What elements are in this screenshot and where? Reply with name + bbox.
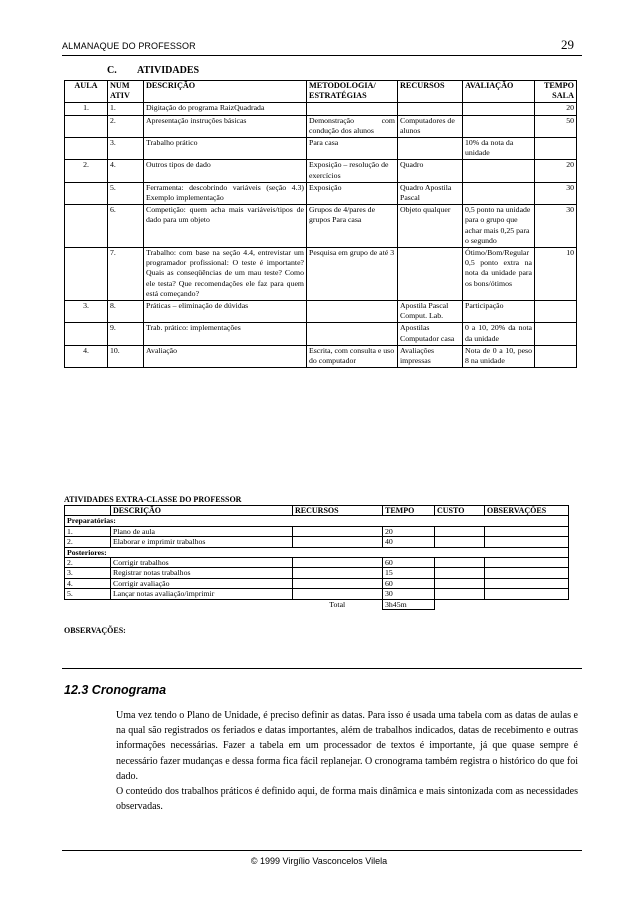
extra-col-header-custo: CUSTO [435,506,485,516]
cell-recursos: Quadro Apostila Pascal [398,182,463,204]
col-header-tempo: TEMPO SALA [535,81,577,103]
cell-recursos [293,537,383,547]
cell-descricao: Digitação do programa RaizQuadrada [144,103,307,115]
header-divider [62,55,582,56]
footer-copyright: © 1999 Virgílio Vasconcelos Vilela [250,856,388,866]
footer-divider [62,850,582,851]
cell-descricao: Registrar notas trabalhos [111,568,293,578]
cell-descricao: Trabalho prático [144,138,307,160]
cell-recursos [293,558,383,568]
cell-descricao: Elaborar e imprimir trabalhos [111,537,293,547]
extra-activities-title: ATIVIDADES EXTRA-CLASSE DO PROFESSOR [64,495,242,504]
cell-num: 5. [65,589,111,599]
table-row [65,301,577,323]
cell-recursos [398,103,463,115]
extra-col-header-observacoes: OBSERVAÇÕES [485,506,569,516]
cell-tempo: 30 [383,589,435,599]
cell-aula [65,138,108,160]
cell-num: 3. [108,138,144,160]
extra-header-spacer [65,506,111,516]
cell-descricao: Competição: quem acha mais variáveis/tipos de dado para um objeto [144,205,307,248]
cell-recursos: Avaliações impressas [398,345,463,367]
cell-tempo: 30 [535,182,577,204]
table-row [65,537,569,547]
cell-recursos [398,248,463,301]
cell-tempo: 10 [535,248,577,301]
table-row [65,526,569,536]
cell-aula [65,115,108,137]
table-row [65,138,577,160]
cell-observacoes [485,589,569,599]
paragraph: Uma vez tendo o Plano de Unidade, é preciso definir as datas. Para isso é usada uma tabela com as datas de aulas e na qual são registrados os feriados e datas importantes, além de trabalhos indicados, datas de recebimento e outras informações necessárias. Fazer a tabela em um processador de textos é importante, já que quase sempre é necessário fazer mudanças e dessa forma fica fácil replanejar. O cronograma também registra o histórico do que foi dado. [116,710,578,782]
cell-tempo: 20 [535,103,577,115]
col-header-avaliacao: AVALIAÇÃO [463,81,535,103]
cell-descricao: Ferramenta: descobrindo variáveis (seção 4.3) Exemplo implementação [144,182,307,204]
cell-recursos [293,578,383,588]
col-header-aula: AULA [65,81,108,103]
cell-recursos: Apostila Pascal Comput. Lab. [398,301,463,323]
cell-avaliacao [463,160,535,182]
total-value: 3h45m [383,599,435,609]
cell-num: 4. [108,160,144,182]
col-header-recursos: RECURSOS [398,81,463,103]
cell-tempo: 20 [383,526,435,536]
table-row [65,578,569,588]
observacoes-label: OBSERVAÇÕES: [64,626,126,635]
cell-descricao: Práticas – eliminação de dúvidas [144,301,307,323]
col-header-num-ativ: NUM ATIV [108,81,144,103]
cell-metodologia [307,323,398,345]
cell-recursos [293,589,383,599]
cell-custo [435,537,485,547]
cell-descricao: Corrigir avaliação [111,578,293,588]
cell-recursos [293,568,383,578]
cell-recursos: Objeto qualquer [398,205,463,248]
cell-metodologia: Pesquisa em grupo de até 3 [307,248,398,301]
cell-tempo: 20 [535,160,577,182]
cell-descricao: Lançar notas avaliação/imprimir [111,589,293,599]
cell-metodologia: Grupos de 4/pares de grupos Para casa [307,205,398,248]
section-c-heading [107,65,199,76]
activities-header-row [65,81,577,103]
table-row [65,182,577,204]
cell-tempo [535,323,577,345]
cell-num: 6. [108,205,144,248]
cell-descricao: Trab. prático: implementações [144,323,307,345]
cell-num: 2. [108,115,144,137]
cell-aula: 4. [65,345,108,367]
cell-tempo: 60 [383,558,435,568]
cell-recursos: Apostilas Computador casa [398,323,463,345]
cell-aula [65,182,108,204]
cell-tempo [535,301,577,323]
table-row [65,160,577,182]
cell-avaliacao [463,182,535,204]
cell-metodologia: Para casa [307,138,398,160]
cell-aula: 1. [65,103,108,115]
extra-col-header-tempo: TEMPO [383,506,435,516]
cell-metodologia: Exposição [307,182,398,204]
cell-num: 2. [65,558,111,568]
section-c-letter: C. [107,65,117,76]
cell-observacoes [485,537,569,547]
cell-descricao: Corrigir trabalhos [111,558,293,568]
cell-descricao: Plano de aula [111,526,293,536]
cell-metodologia: Escrita, com consulta e uso do computador [307,345,398,367]
group-row-preparatorias [65,516,569,526]
cell-num: 7. [108,248,144,301]
extra-col-header-descricao: DESCRIÇÃO [111,506,293,516]
group-label-posteriores: Posteriores: [65,547,569,557]
table-row [65,568,569,578]
cell-avaliacao: Participação [463,301,535,323]
cell-num: 10. [108,345,144,367]
table-row [65,103,577,115]
cell-observacoes [485,568,569,578]
cell-avaliacao [463,115,535,137]
extra-activities-table [64,505,569,610]
cell-tempo [535,138,577,160]
cell-descricao: Avaliação [144,345,307,367]
cell-aula [65,323,108,345]
page-number: 29 [561,37,574,52]
cell-observacoes [485,526,569,536]
cell-tempo: 50 [535,115,577,137]
cell-observacoes [485,558,569,568]
cell-custo [435,558,485,568]
cell-metodologia: Exposição – resolução de exercícios [307,160,398,182]
running-header-title: ALMANAQUE DO PROFESSOR [62,41,196,51]
cell-avaliacao: 0 a 10, 20% da nota da unidade [463,323,535,345]
cell-aula: 3. [65,301,108,323]
section-divider [62,668,582,669]
cell-num: 4. [65,578,111,588]
cell-tempo: 30 [535,205,577,248]
cell-avaliacao [463,103,535,115]
cell-metodologia [307,103,398,115]
cell-recursos: Quadro [398,160,463,182]
cell-aula: 2. [65,160,108,182]
cell-avaliacao: 10% da nota da unidade [463,138,535,160]
cell-observacoes [485,578,569,588]
col-header-metodologia: METODOLOGIA/ ESTRATÉGIAS [307,81,398,103]
table-row [65,205,577,248]
cell-recursos: Computadores de alunos [398,115,463,137]
group-row-posteriores [65,547,569,557]
cell-num: 2. [65,537,111,547]
cell-recursos [293,526,383,536]
table-row [65,115,577,137]
cell-custo [435,589,485,599]
group-label-preparatorias: Preparatórias: [65,516,569,526]
table-row [65,589,569,599]
extra-col-header-recursos: RECURSOS [293,506,383,516]
table-row [65,248,577,301]
extra-header-row [65,506,569,516]
cell-num: 8. [108,301,144,323]
cell-aula [65,248,108,301]
cell-num: 1. [108,103,144,115]
cell-custo [435,526,485,536]
total-row [65,599,569,609]
cell-custo [435,568,485,578]
cell-metodologia [307,301,398,323]
cell-tempo [535,345,577,367]
paragraph: O conteúdo dos trabalhos práticos é definido aqui, de forma mais dinâmica e mais sintonizada com as necessidades observadas. [116,786,578,813]
section-heading-cronograma: 12.3 Cronograma [64,683,167,697]
cell-num: 5. [108,182,144,204]
table-row [65,323,577,345]
cell-num: 3. [65,568,111,578]
cell-avaliacao: Ótimo/Bom/Regular 0,5 ponto extra na nota da unidade para os bons/ótimos [463,248,535,301]
cell-recursos [398,138,463,160]
cell-descricao: Outros tipos de dado [144,160,307,182]
col-header-descricao: DESCRIÇÃO [144,81,307,103]
total-label: Total [329,599,346,609]
cell-num: 1. [65,526,111,536]
cell-metodologia: Demonstração com condução dos alunos [307,115,398,137]
cell-avaliacao: Nota de 0 a 10, peso 8 na unidade [463,345,535,367]
cell-descricao: Trabalho: com base na seção 4.4, entrevistar um programador profissional: O teste é importante? Quais as conseqüências de um mau teste? Como ele testa? Que recomendações ele faz para quem está começando? [144,248,307,301]
cell-aula [65,205,108,248]
section-c-title: ATIVIDADES [137,65,200,76]
table-row [65,345,577,367]
cell-tempo: 15 [383,568,435,578]
cell-tempo: 60 [383,578,435,588]
cell-descricao: Apresentação instruções básicas [144,115,307,137]
body-text [116,708,578,814]
cell-avaliacao: 0,5 ponto na unidade para o grupo que achar mais 0,25 para o segundo [463,205,535,248]
cell-tempo: 40 [383,537,435,547]
table-row [65,558,569,568]
activities-table [64,80,577,368]
cell-custo [435,578,485,588]
cell-num: 9. [108,323,144,345]
